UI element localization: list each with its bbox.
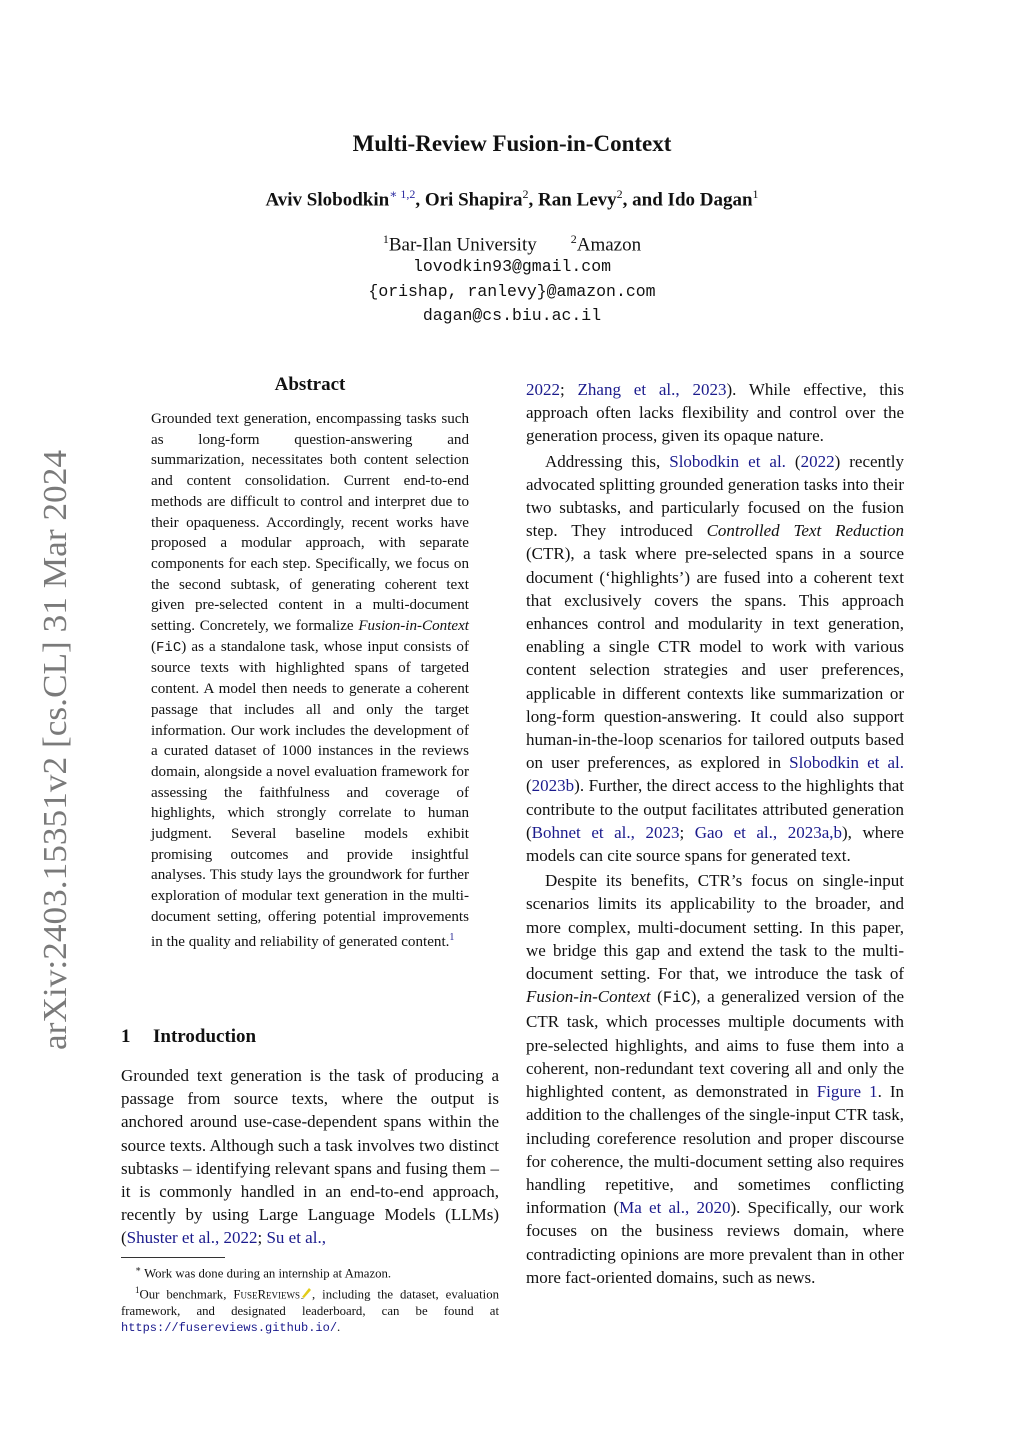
- citation-link[interactable]: Zhang et al., 2023: [577, 380, 727, 399]
- author-separator: , and: [622, 189, 668, 211]
- footnote-mark: 1: [135, 1284, 140, 1295]
- paragraph-text: . In addition to the challenges of the single-input CTR task, including coreference resolution and proper discourse for coherence, the multi-document setting also requires handling repetitive, and sometimes conflicting information (: [526, 1082, 904, 1218]
- paragraph-text: ), a generalized version of the CTR task, which processes multiple documents with pre-selected highlights, and aims to fuse them into a coherent, non-redundant text covering all and only the highlighted content, as demonstrated in: [526, 987, 904, 1102]
- citation-link[interactable]: Bohnet et al., 2023: [531, 822, 680, 842]
- footnote-mark: ∗: [135, 1264, 142, 1274]
- task-name-italic: Fusion-in-Context: [526, 987, 651, 1007]
- citation-year-link[interactable]: 2022: [800, 451, 835, 471]
- section-number: 1: [121, 1026, 131, 1047]
- intro-paragraph-ctr: [526, 450, 904, 868]
- abstract-text: [151, 409, 469, 952]
- paragraph-text: ). Specifically, our work focuses on the business reviews domain, where contradicting opinions are more prevalent than in other more fact-oriented domains, such as news.: [526, 1198, 904, 1287]
- paragraph-text: Addressing this,: [545, 451, 670, 471]
- arxiv-id-text: arXiv:2403.15351v2 [cs.CL] 31 Mar 2024: [37, 472, 74, 1050]
- footnote-text: Our benchmark,: [139, 1287, 234, 1302]
- paragraph-text: ), where models can cite source spans for generated text.: [526, 822, 904, 866]
- paragraph-text: ). While effective, this approach often lacks flexibility and control over the generation process, given its opaque nature.: [526, 380, 904, 446]
- footnote-text: Work was done during an internship at Amazon.: [141, 1266, 392, 1281]
- author-affiliation-mark: ∗ 1,2: [389, 187, 416, 201]
- footnote-internship: [121, 1261, 499, 1282]
- citation-link[interactable]: Slobodkin et al.: [669, 451, 786, 471]
- footnotes: [121, 1261, 499, 1337]
- section-heading-introduction: [121, 1026, 256, 1048]
- affiliations: [0, 232, 1024, 256]
- author-list: [0, 187, 1024, 211]
- paragraph-text: Despite its benefits, CTR’s focus on single-input scenarios limits its applicability to the broader, and more complex, multi-document setting. In this paper, we bridge this gap and extend the task to the multi-document setting. For that, we introduce the task of: [526, 871, 904, 984]
- citation-link[interactable]: Shuster et al., 2022: [126, 1228, 258, 1248]
- citation-link[interactable]: Slobodkin et al.: [789, 753, 904, 773]
- author-name: Ido Dagan: [667, 189, 753, 211]
- intro-paragraph-continued: [526, 378, 904, 448]
- footnote-marker[interactable]: 1: [449, 931, 455, 943]
- introduction-paragraph: [121, 1064, 499, 1250]
- citation-separator: ;: [560, 380, 578, 399]
- citation-link[interactable]: Su et al.,: [266, 1228, 326, 1248]
- paragraph-text: (CTR), a task where pre-selected spans in a source document (‘highlights’) are fused into a coherent text that exclusively covers the spans. This approach enhances control and modularity in text generation, enabling a single CTR model to work with various content selection strategies and user preferences, applicable in different contexts like summarization or long-form question-answering. It could also support human-in-the-loop scenarios for tailored outputs based on user preferences, as explored in: [526, 544, 904, 773]
- paragraph-text: ) recently advocated splitting grounded generation tasks into their two subtasks, and particularly focused on the fusion step. They introduced: [526, 451, 904, 541]
- task-acronym: FiC: [662, 989, 691, 1008]
- task-acronym: FiC: [156, 639, 182, 656]
- citation-separator: ;: [679, 822, 695, 842]
- citation-year-link[interactable]: 2023b: [531, 776, 575, 796]
- left-column: [121, 374, 499, 952]
- author-email[interactable]: dagan@cs.biu.ac.il: [422, 306, 602, 325]
- right-column: [526, 378, 904, 1289]
- affiliation-mark: 1: [382, 232, 389, 246]
- paragraph-text: (: [650, 987, 663, 1007]
- citation-link[interactable]: Ma et al., 2020: [619, 1198, 731, 1218]
- citation-link[interactable]: Gao et al., 2023a,b: [694, 822, 842, 842]
- affiliation-mark: 2: [570, 232, 577, 246]
- author-affiliation-mark: 1: [752, 187, 759, 201]
- author-email[interactable]: lovodkin93@gmail.com: [412, 257, 612, 276]
- benchmark-name: FuseReviews: [233, 1287, 300, 1302]
- abstract-text-part: ) as a standalone task, whose input consists of source texts with highlighted spans of targeted content. A model then needs to generate a coherent passage that includes all and only the target information. Our work includes the development of a curated dataset of 1000 instances in the reviews domain, alongside a novel evaluation framework for assessing the faithfulness and coverage of highlights, which strongly correlate to human judgment. Several baseline models exhibit promising outcomes and provide insightful analyses. This study lays the groundwork for further exploration of modular text generation in the multi-document setting, offering potential improvements in the quality and reliability of generated content.: [151, 638, 469, 950]
- highlighter-pen-icon: [300, 1287, 312, 1301]
- paper-title: Multi-Review Fusion-in-Context: [352, 131, 672, 156]
- paragraph-text: ). Further, the direct access to the highlights that contribute to the output facilitates attributed generation (: [526, 776, 904, 842]
- benchmark-url-link[interactable]: https://fusereviews.github.io/: [121, 1321, 338, 1336]
- author-name: Ori Shapira: [424, 189, 523, 211]
- citation-separator: ;: [257, 1228, 267, 1248]
- footnote-divider: [121, 1257, 225, 1258]
- author-affiliation-mark: 2: [616, 187, 623, 201]
- author-name: Aviv Slobodkin: [265, 189, 390, 211]
- author-affiliation-mark: 2: [522, 187, 529, 201]
- abstract-text-part: Grounded text generation, encompassing tasks such as long-form question-answering and summarization, necessitates both content selection and content consolidation. Current end-to-end methods are difficult to control and interpret due to their opaqueness. Accordingly, recent works have proposed a modular approach, with separate components for each step. Specifically, we focus on the second subtask, of generating coherent text given pre-selected content in a multi-document setting. Concretely, we formalize: [151, 411, 469, 635]
- footnote-text: .: [337, 1320, 341, 1335]
- author-name: Ran Levy: [538, 189, 617, 211]
- author-separator: ,: [528, 189, 538, 211]
- arxiv-identifier: [30, 445, 78, 1055]
- affiliation-name: Amazon: [576, 234, 642, 256]
- paragraph-text: Grounded text generation is the task of producing a passage from source texts, where the output is anchored around use-case-dependent spans within the source texts. Although such a task involves two distinct subtasks – identifying relevant spans and fusing them – it is commonly handled in an end-to-end approach, recently by using Large Language Models (LLMs) (: [121, 1066, 499, 1248]
- affiliation-name: Bar-Ilan University: [388, 234, 537, 256]
- figure-reference-link[interactable]: Figure 1: [816, 1082, 878, 1102]
- footnote-benchmark: [121, 1282, 499, 1337]
- citation-link[interactable]: 2022: [526, 380, 560, 399]
- paragraph-text: (: [526, 776, 532, 796]
- section-title: Introduction: [153, 1026, 257, 1047]
- intro-paragraph-fic: [526, 869, 904, 1289]
- footnote-text: , including the dataset, evaluation framework, and designated leaderboard, can be found at: [121, 1287, 499, 1318]
- task-name-italic: Fusion-in-Context: [358, 618, 469, 635]
- author-email[interactable]: {orishap, ranlevy}@amazon.com: [368, 282, 656, 301]
- abstract-heading: Abstract: [274, 374, 346, 395]
- abstract-text-part: (: [151, 638, 157, 655]
- author-separator: ,: [415, 189, 425, 211]
- paragraph-text: (: [785, 451, 801, 471]
- task-name-italic: Controlled Text Reduction: [706, 521, 904, 541]
